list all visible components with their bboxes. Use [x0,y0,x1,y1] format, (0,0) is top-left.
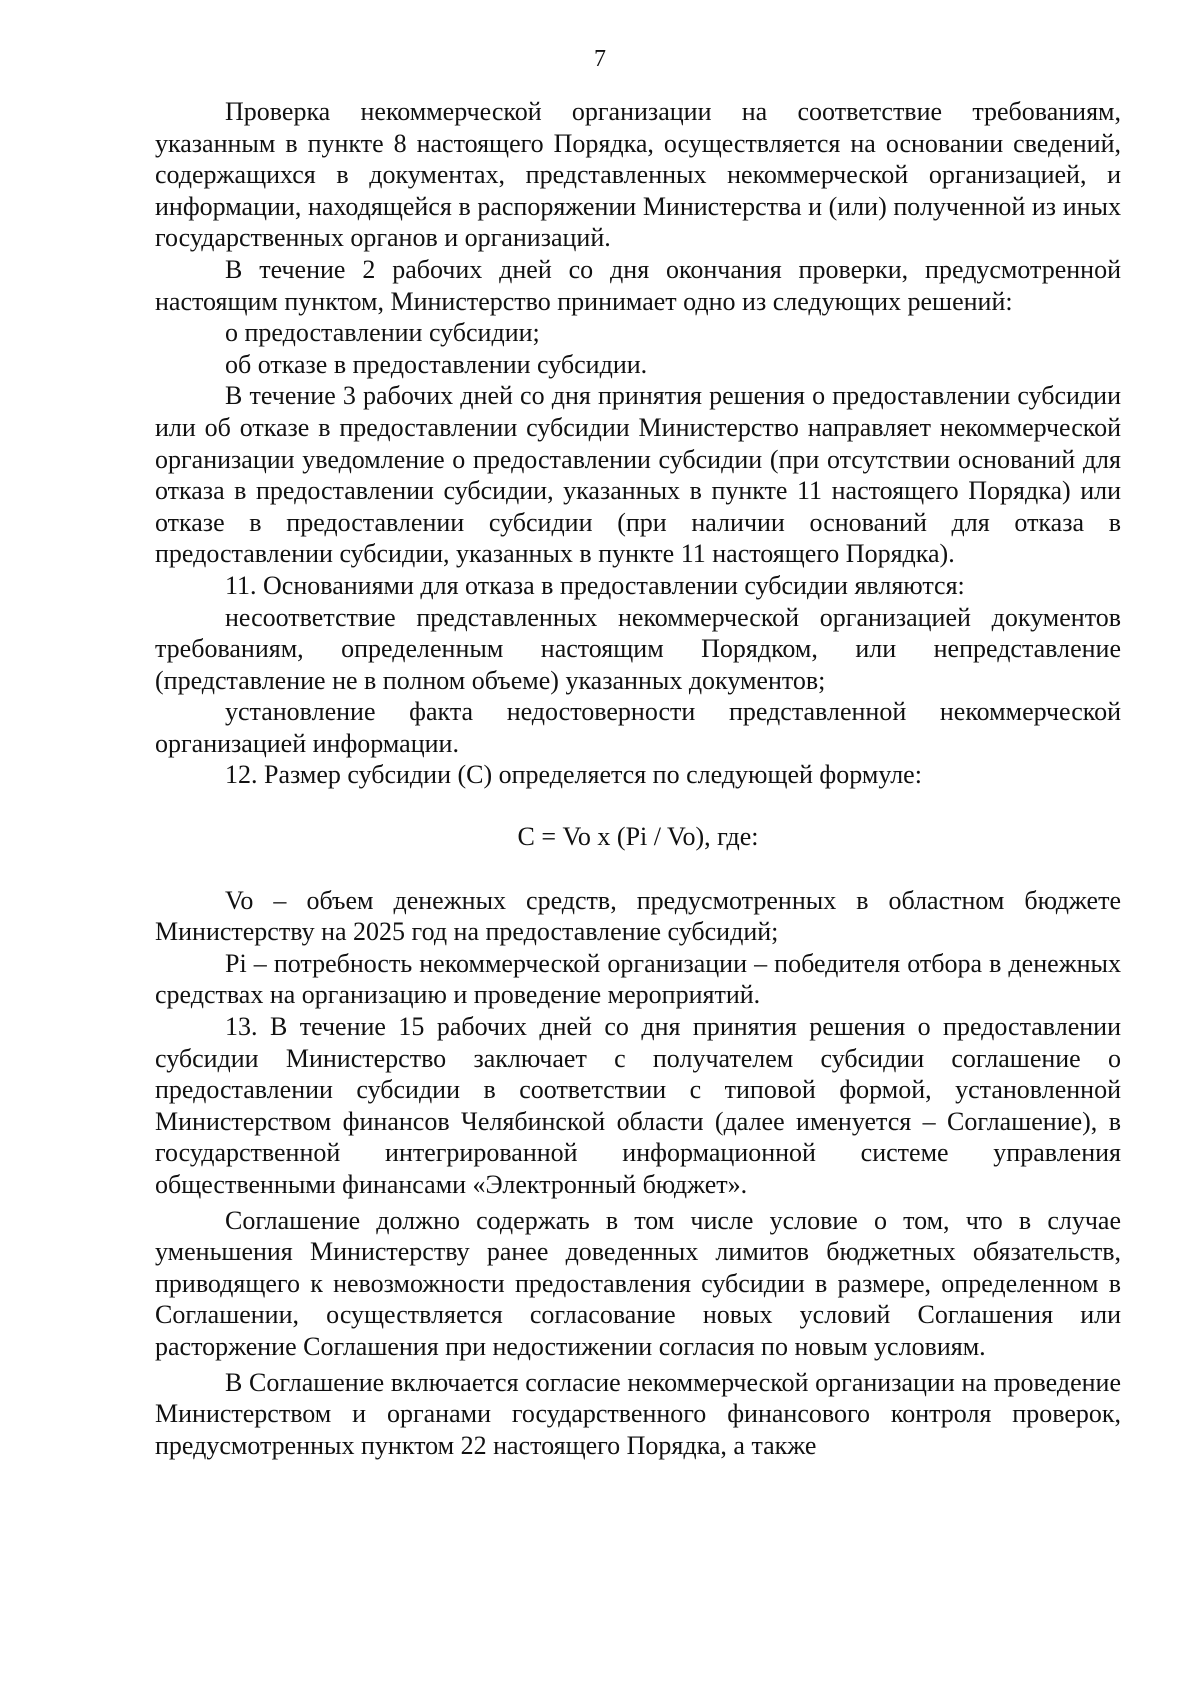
paragraph-pi-definition: Pi – потребность некоммерческой организации – победителя отбора в денежных средствах на организацию и проведение мероприятий. [155,948,1121,1010]
paragraph-item-12: 12. Размер субсидии (С) определяется по следующей формуле: [225,760,922,790]
paragraph-notification: В течение 3 рабочих дней со дня принятия решения о предоставлении субсидии или об отказе в предоставлении субсидии Министерство направляет некоммерческой организации уведомление о предоставлении субсидии (при отсутствии оснований для отказа в предоставлении субсидии, указанных в пункте 11 настоящего Порядка) или отказе в предоставлении субсидии (при наличии оснований для отказа в предоставлении субсидии, указанных в пункте 11 настоящего Порядка). [155,381,1121,569]
paragraph-option-grant: о предоставлении субсидии; [225,318,540,348]
paragraph-item-11-reason-2: установление факта недостоверности представленной некоммерческой организацией информации. [155,697,1121,758]
paragraph-item-11: 11. Основаниями для отказа в предоставлении субсидии являются: [225,570,965,600]
document-body [155,96,1121,1461]
paragraph-item-11-reason-1: несоответствие представленных некоммерческой организацией документов требованиям, определенным настоящим Порядком, или непредставление (представление не в полном объеме) указанных документов; [155,602,1121,695]
paragraph-agreement-consent: В Соглашение включается согласие некоммерческой организации на проведение Министерством и органами государственного финансового контроля проверок, предусмотренных пунктом 22 настоящего Порядка, а также [155,1367,1121,1460]
paragraph-verification: Проверка некоммерческой организации на соответствие требованиям, указанным в пункте 8 настоящего Порядка, осуществляется на основании сведений, содержащихся в документах, представленных некоммерческой организацией, и информации, находящейся в распоряжении Министерства и (или) полученной из иных государственных органов и организаций. [155,97,1121,253]
paragraph-decision-term: В течение 2 рабочих дней со дня окончания проверки, предусмотренной настоящим пунктом, Министерство принимает одно из следующих решений: [155,254,1121,316]
paragraph-option-refusal: об отказе в предоставлении субсидии. [225,349,648,379]
paragraph-agreement-conditions: Соглашение должно содержать в том числе условие о том, что в случае уменьшения Министерству ранее доведенных лимитов бюджетных обязательств, приводящего к невозможности предоставления субсидии в размере, определенном в Соглашении, осуществляется согласование новых условий Соглашения или расторжение Соглашения при недостижении согласия по новым условиям. [155,1205,1121,1361]
paragraph-vo-definition: Vo – объем денежных средств, предусмотренных в областном бюджете Министерству на 2025 год на предоставление субсидий; [155,885,1121,947]
paragraph-item-13: 13. В течение 15 рабочих дней со дня принятия решения о предоставлении субсидии Министерство заключает с получателем субсидии соглашение о предоставлении субсидии в соответствии с типовой формой, установленной Министерством финансов Челябинской области (далее именуется – Соглашение), в государственной интегрированной информационной системе управления общественными финансами «Электронный бюджет». [155,1012,1121,1199]
page-number: 7 [594,46,606,72]
subsidy-formula: С = Vo х (Pi / Vo), где: [517,822,759,852]
